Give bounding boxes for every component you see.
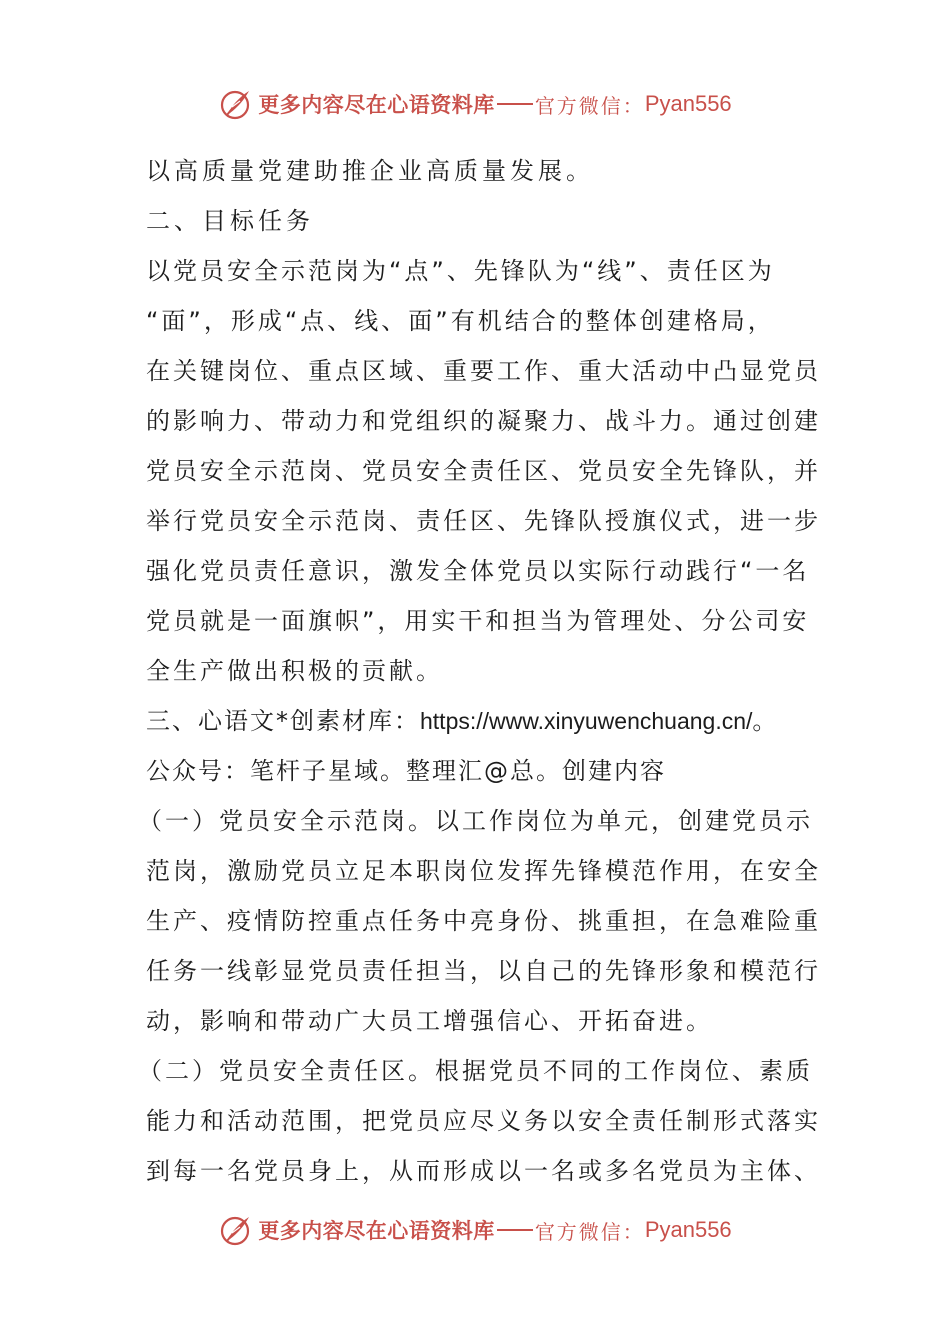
paragraph-line: 以党员安全示范岗为“点”、先锋队为“线”、责任区为: [146, 257, 775, 285]
website-url: https://www.xinyuwenchuang.cn/: [420, 708, 753, 734]
quill-pen-logo-icon: [218, 86, 254, 122]
paragraph-line: 动，影响和带动广大员工增强信心、开拓奋进。: [146, 1007, 713, 1035]
paragraph-line: 以高质量党建助推企业高质量发展。: [146, 157, 594, 185]
paragraph-line: 能力和活动范围，把党员应尽义务以安全责任制形式落实: [146, 1107, 821, 1135]
subsection-line: （一）党员安全示范岗。以工作岗位为单元，创建党员示: [138, 807, 813, 835]
subsection-line: （二）党员安全责任区。根据党员不同的工作岗位、素质: [138, 1057, 813, 1085]
paragraph-line: 党员就是一面旗帜”，用实干和担当为管理处、分公司安: [146, 607, 810, 635]
banner-title: 更多内容尽在心语资料库: [258, 1218, 495, 1243]
paragraph-line: 任务一线彰显党员责任担当，以自己的先锋形象和模范行: [146, 957, 821, 985]
quill-pen-logo-icon: [218, 1212, 254, 1248]
section-heading-with-url: [146, 696, 806, 746]
paragraph-line: 的影响力、带动力和党组织的凝聚力、战斗力。通过创建: [146, 407, 821, 435]
paragraph-line: “面”，形成“点、线、面”有机结合的整体创建格局，: [146, 307, 775, 335]
paragraph-line: 范岗，激励党员立足本职岗位发挥先锋模范作用，在安全: [146, 857, 821, 885]
paragraph-line: 到每一名党员身上，从而形成以一名或多名党员为主体、: [146, 1157, 821, 1185]
section-heading-prefix: 三、心语文*创素材库：: [146, 707, 420, 735]
section-heading: 二、目标任务: [146, 207, 314, 235]
paragraph-line: 强化党员责任意识，激发全体党员以实际行动践行“一名: [146, 557, 810, 585]
header-banner: [0, 84, 950, 124]
banner-wechat-id: Pyan556: [644, 1217, 732, 1242]
paragraph-line: 在关键岗位、重点区域、重要工作、重大活动中凸显党员: [146, 357, 821, 385]
banner-dash: [497, 1229, 533, 1231]
body-text: [138, 146, 821, 1196]
paragraph-line: 全生产做出积极的贡献。: [146, 657, 443, 685]
banner-dash: [497, 103, 533, 105]
paragraph-line: 公众号：笔杆子星域。整理汇@总。创建内容: [146, 757, 666, 785]
banner-official-label: 官方微信：: [534, 1219, 645, 1244]
paragraph-line: 党员安全示范岗、党员安全责任区、党员安全先锋队，并: [146, 457, 821, 485]
section-heading-suffix: 。: [752, 707, 779, 735]
paragraph-line: 举行党员安全示范岗、责任区、先锋队授旗仪式，进一步: [146, 507, 821, 535]
banner-official-label: 官方微信：: [534, 93, 645, 118]
paragraph-line: 生产、疫情防控重点任务中亮身份、挑重担，在急难险重: [146, 907, 821, 935]
banner-title: 更多内容尽在心语资料库: [258, 92, 495, 117]
footer-banner: [0, 1210, 950, 1250]
banner-wechat-id: Pyan556: [644, 91, 732, 116]
